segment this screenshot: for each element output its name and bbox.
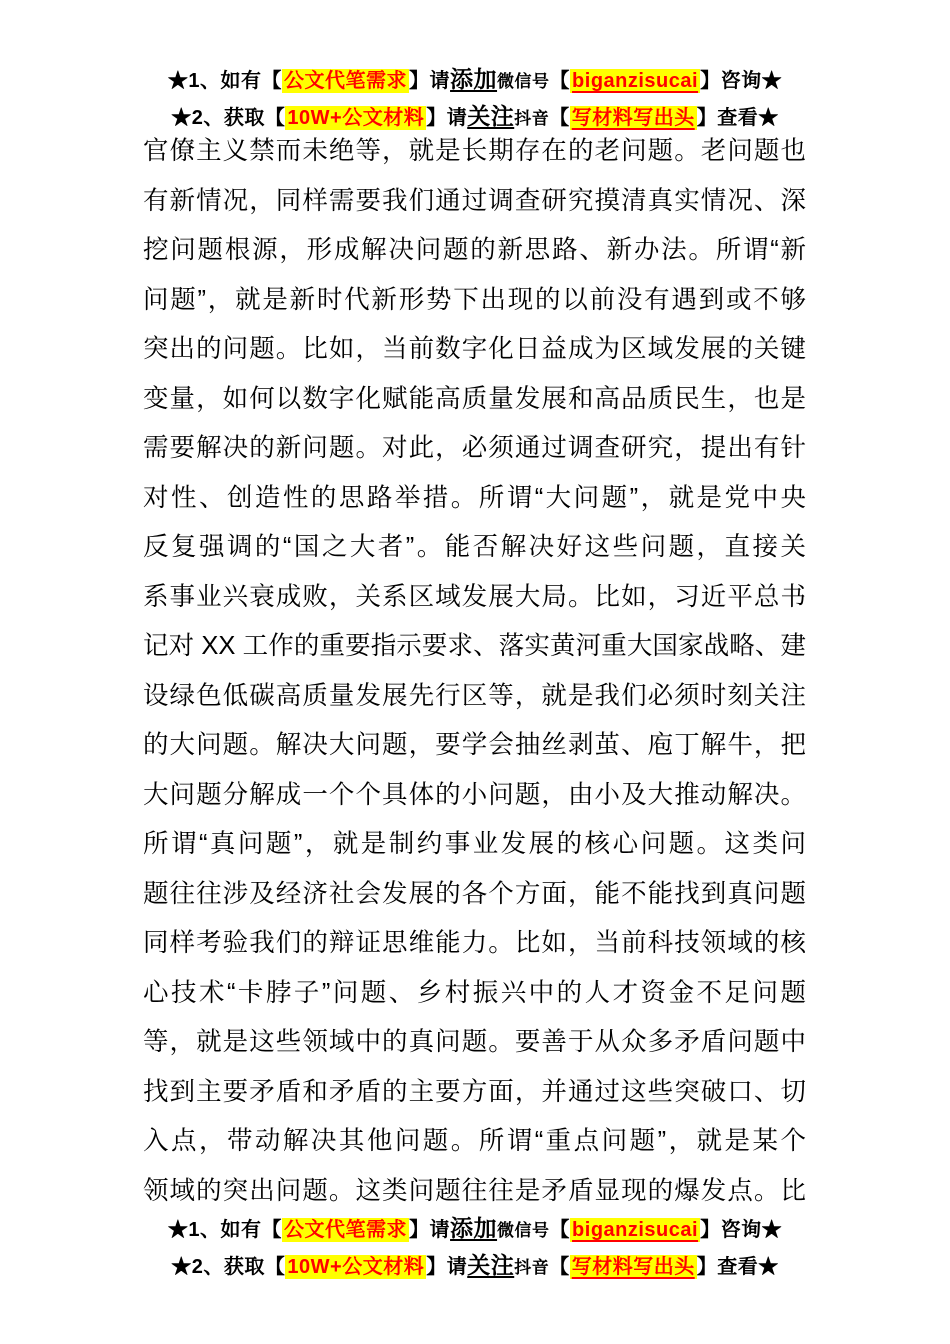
body-text-line: 变量，如何以数字化赋能高质量发展和高品质民生，也是 — [143, 384, 806, 413]
body-text-line: 同样考验我们的辩证思维能力。比如，当前科技领域的核 — [143, 929, 806, 957]
banner-text: 微信号 — [497, 72, 550, 91]
banner-text: 抖音 — [514, 109, 550, 128]
banner-text: 【 — [549, 107, 570, 129]
body-text-line: 大问题分解成一个个具体的小问题，由小及大推动解决。 — [143, 780, 806, 809]
body-text-line: 反复强调的“国之大者”。能否解决好这些问题，直接关 — [143, 533, 806, 561]
banner-text: ★2、获取【 — [171, 107, 286, 129]
banner-text: 【 — [549, 1256, 570, 1278]
banner-text: 添加 — [450, 66, 498, 92]
banner-text: ★1、如有【 — [167, 1219, 283, 1241]
highlighted-text: 10W+公文材料 — [287, 1256, 425, 1278]
banner-text: 】请 — [426, 107, 468, 129]
body-text-line: 所谓“真问题”，就是制约事业发展的核心问题。这类问 — [143, 830, 806, 858]
banner-text: 添加 — [450, 1215, 498, 1241]
banner-text: 】咨询★ — [700, 70, 783, 92]
banner-text: 关注 — [467, 1252, 515, 1278]
highlighted-text: 公文代笔需求 — [284, 1219, 408, 1241]
highlighted-text: 10W+公文材料 — [287, 107, 425, 129]
body-text-line: 挖问题根源，形成解决问题的新思路、新办法。所谓“新 — [143, 236, 806, 264]
banner-text: 】查看★ — [696, 1256, 779, 1278]
body-text-line: 等，就是这些领域中的真问题。要善于从众多矛盾问题中 — [143, 1028, 806, 1056]
body-text-line: 领域的突出问题。这类问题往往是矛盾显现的爆发点。比 — [143, 1176, 806, 1205]
banner-text: ★1、如有【 — [167, 70, 283, 92]
document-body — [143, 127, 806, 1216]
promo-banner-line — [0, 1211, 950, 1248]
promo-banner-line — [0, 62, 950, 99]
body-text-line: 对性、创造性的思路举措。所谓“大问题”，就是党中央 — [143, 483, 806, 512]
body-text-line: 设绿色低碳高质量发展先行区等，就是我们必须时刻关注 — [143, 681, 806, 710]
highlighted-text: biganzisucai — [572, 1219, 699, 1241]
highlighted-text: 公文代笔需求 — [284, 70, 408, 92]
promo-banner-bottom — [0, 1211, 950, 1285]
body-text-line: 心技术“卡脖子”问题、乡村振兴中的人才资金不足问题 — [143, 978, 806, 1007]
highlighted-text: 写材料写出头 — [571, 1256, 695, 1278]
banner-text: 】请 — [409, 1219, 451, 1241]
banner-text: 关注 — [467, 103, 515, 129]
body-text-line: 找到主要矛盾和矛盾的主要方面，并通过这些突破口、切 — [143, 1077, 806, 1106]
banner-text: 【 — [549, 1219, 571, 1241]
body-text-line: 记对 XX 工作的重要指示要求、落实黄河重大国家战略、建 — [143, 632, 806, 660]
highlighted-text: biganzisucai — [572, 70, 699, 92]
banner-text: 抖音 — [514, 1258, 550, 1277]
body-text-line: 问题”，就是新时代新形势下出现的以前没有遇到或不够 — [143, 285, 806, 314]
banner-text: 【 — [549, 70, 571, 92]
body-text-line: 入点，带动解决其他问题。所谓“重点问题”，就是某个 — [143, 1127, 806, 1155]
body-text-line: 突出的问题。比如，当前数字化日益成为区域发展的关键 — [143, 335, 806, 363]
body-text-line: 需要解决的新问题。对此，必须通过调查研究，提出有针 — [143, 434, 806, 462]
promo-banner-top — [0, 62, 950, 136]
body-text-line: 官僚主义禁而未绝等，就是长期存在的老问题。老问题也 — [143, 137, 806, 165]
banner-text: 】请 — [426, 1256, 468, 1278]
body-text-line: 题往往涉及经济社会发展的各个方面，能不能找到真问题 — [143, 879, 806, 908]
body-text-line: 有新情况，同样需要我们通过调查研究摸清真实情况、深 — [143, 186, 806, 215]
body-text-line: 的大问题。解决大问题，要学会抽丝剥茧、庖丁解牛，把 — [143, 731, 806, 759]
promo-banner-line — [0, 1248, 950, 1285]
body-text-line: 系事业兴衰成败，关系区域发展大局。比如，习近平总书 — [143, 582, 806, 611]
highlighted-text: 写材料写出头 — [571, 107, 695, 129]
banner-text: 】请 — [409, 70, 451, 92]
banner-text: 】查看★ — [696, 107, 779, 129]
banner-text: 】咨询★ — [700, 1219, 783, 1241]
banner-text: 微信号 — [497, 1221, 550, 1240]
banner-text: ★2、获取【 — [171, 1256, 286, 1278]
